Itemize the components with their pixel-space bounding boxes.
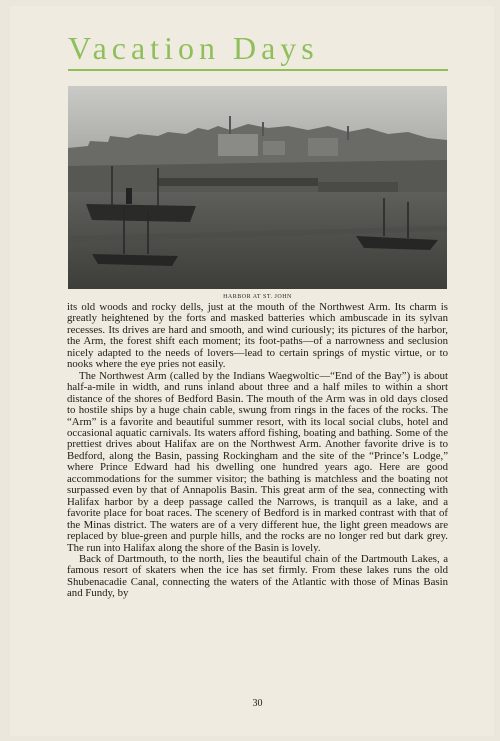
paragraph: Back of Dartmouth, to the north, lies the beautiful chain of the Dartmouth Lakes, a famous resort of skaters when the ice has set firmly. From these lakes runs the old Shubenacadie Canal, connecting the waters of the Atlantic with those of Minas Basin and Fundy, by [67, 552, 448, 600]
paragraph: The Northwest Arm (called by the Indians Waegwoltic—“End of the Bay”) is about half-a-mile in width, and runs inland about three and a half miles to within a short distance of the shores of Bedford Basin. The mouth of the Arm was in old days closed to hostile ships by a huge chain cable, swung from rings in the faces of the rocks. The “Arm” is a favorite and beautiful summer resort, with its local social clubs, hotel and occasional aquatic carnivals. Its waters afford fishing, boating and bathing. Some of the prettiest drives about Halifax are on the Northwest Arm. Another favorite drive is to Bedford, along the Basin, passing Rockingham and the site of the “Prince’s Lodge,” where Prince Edward had his dwelling one hundred years ago. Here are good accommodations for the summer visitor; the bathing is matchless and the boating not surpassed even by that of Annapolis Basin. This great arm of the sea, connecting with Halifax harbor by a deep passage called the Narrows, is tranquil as a lake, and a favorite place for boat races. The scenery of Bedford is in marked contrast with that of the Minas district. The waters are of a very different hue, the light green meadows are replaced by blue-green and purple hills, and the rocks are no longer red but dark grey. The run into Halifax along the shore of the Basin is lovely. [67, 369, 448, 554]
paragraph: its old woods and rocky dells, just at the mouth of the Northwest Arm. Its charm is greatly heightened by the forts and masked batteries which ambuscade in its sylvan recesses. Its drives are hard and smooth, and wind curiously; its pictures of the harbor, the Arm, the forest shift each moment; its foot-paths—of a narrowness and seclusion nicely adapted to the needs of lovers—lead to certain springs of mystic virtue, or to nooks where the eye pries not easily. [67, 301, 448, 371]
header-rule [68, 69, 448, 71]
harbor-photograph [68, 86, 447, 289]
running-header-title: Vacation Days [68, 30, 319, 66]
photo-caption: HARBOR AT ST. JOHN [223, 294, 292, 300]
body-text [67, 302, 448, 600]
page-number: 30 [252, 698, 263, 709]
